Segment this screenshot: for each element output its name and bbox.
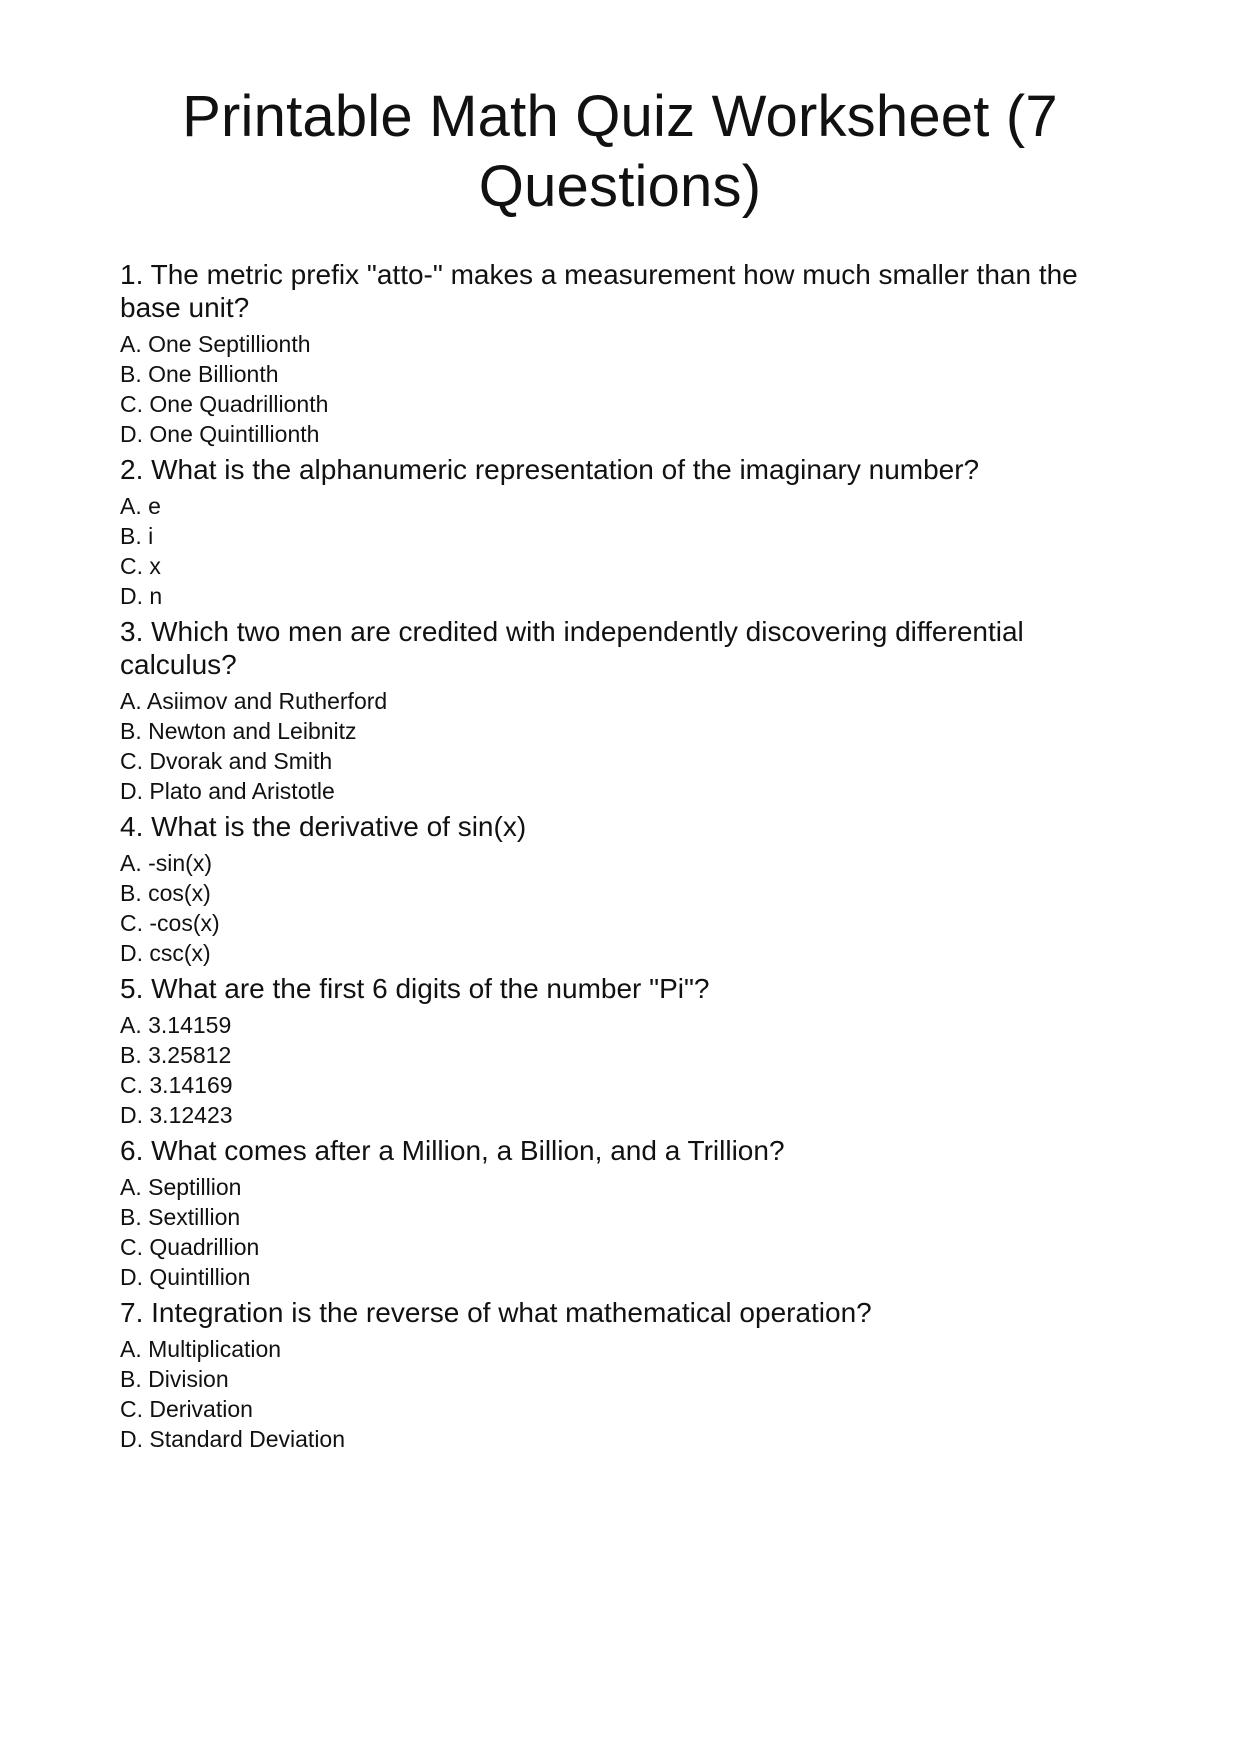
option-a: A. e [120,493,161,519]
option-c: C. Dvorak and Smith [120,748,333,774]
option-b: B. 3.25812 [120,1042,232,1068]
option-a: A. Septillion [120,1174,242,1200]
option-b: B. cos(x) [120,880,211,906]
option-list [120,329,1100,449]
question-6 [120,1134,1100,1292]
option-b: B. Newton and Leibnitz [120,718,357,744]
question-text: 5. What are the first 6 digits of the number "Pi"? [120,973,710,1004]
option-b: B. Division [120,1366,229,1392]
question-5 [120,972,1100,1130]
option-d: D. 3.12423 [120,1102,233,1128]
question-7 [120,1296,1100,1454]
option-c: C. One Quadrillionth [120,391,329,417]
option-d: D. One Quintillionth [120,421,320,447]
question-1 [120,258,1100,449]
question-text: 7. Integration is the reverse of what mathematical operation? [120,1297,872,1328]
option-b: B. One Billionth [120,361,279,387]
question-text: 1. The metric prefix "atto-" makes a measurement how much smaller than the base unit? [120,259,1078,323]
option-b: B. i [120,523,154,549]
option-list [120,1172,1100,1292]
option-c: C. 3.14169 [120,1072,233,1098]
option-list [120,848,1100,968]
option-d: D. Plato and Aristotle [120,778,335,804]
option-c: C. Derivation [120,1396,253,1422]
option-list [120,686,1100,806]
option-d: D. csc(x) [120,940,211,966]
option-c: C. x [120,553,161,579]
question-text: 6. What comes after a Million, a Billion, and a Trillion? [120,1135,785,1166]
question-list [120,258,1100,1458]
option-a: A. One Septillionth [120,331,311,357]
question-text: 3. Which two men are credited with independently discovering differential calculus? [120,616,1024,680]
option-c: C. -cos(x) [120,910,220,936]
page-title: Printable Math Quiz Worksheet (7 Questions) [182,84,1058,219]
option-c: C. Quadrillion [120,1234,260,1260]
option-a: A. 3.14159 [120,1012,232,1038]
option-a: A. Multiplication [120,1336,282,1362]
option-list [120,1010,1100,1130]
option-list [120,1334,1100,1454]
question-2 [120,453,1100,611]
question-3 [120,615,1100,806]
question-text: 2. What is the alphanumeric representation of the imaginary number? [120,454,980,485]
option-b: B. Sextillion [120,1204,241,1230]
option-a: A. -sin(x) [120,850,212,876]
question-text: 4. What is the derivative of sin(x) [120,811,527,842]
option-d: D. n [120,583,163,609]
question-4 [120,810,1100,968]
option-a: A. Asiimov and Rutherford [120,688,388,714]
option-d: D. Standard Deviation [120,1426,346,1452]
option-list [120,491,1100,611]
option-d: D. Quintillion [120,1264,251,1290]
